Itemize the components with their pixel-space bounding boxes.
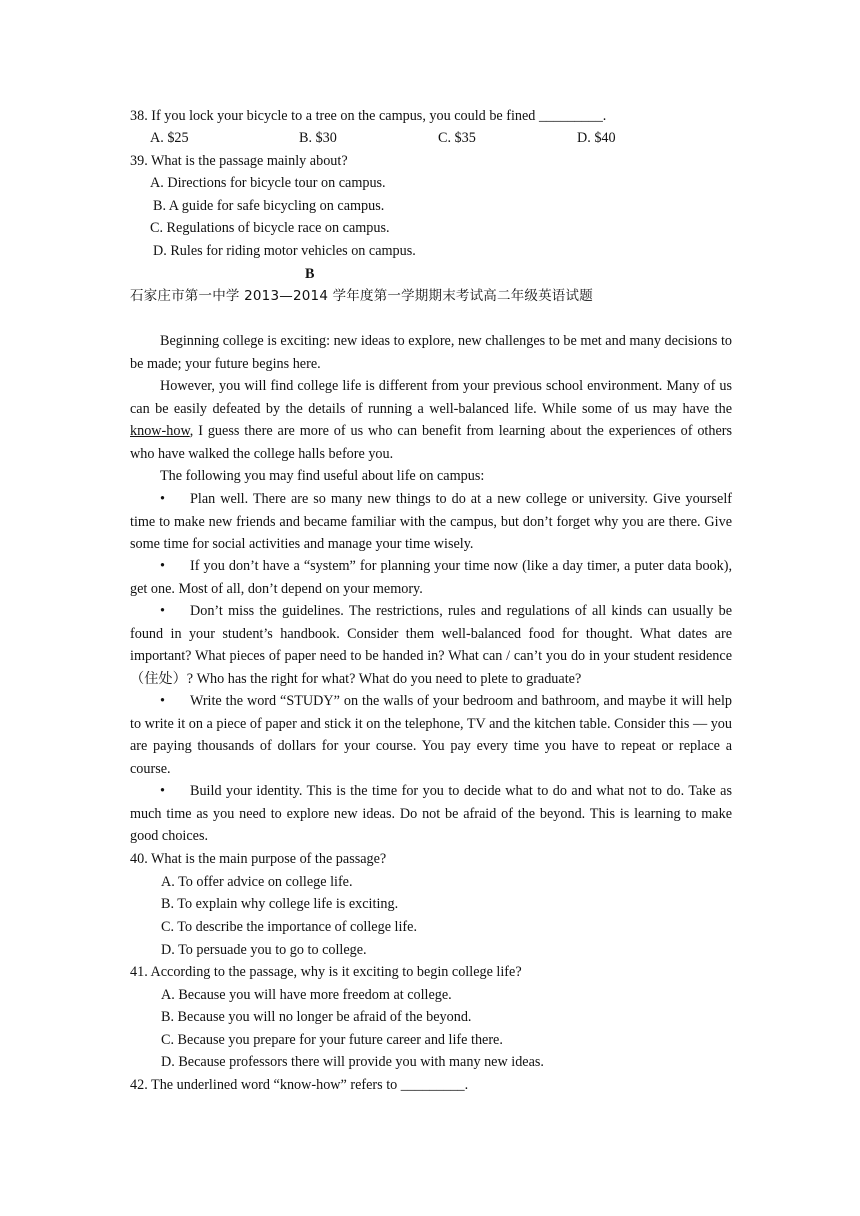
question-40-option-c: C. To describe the importance of college life. <box>161 919 417 935</box>
bullet-item-3 <box>130 600 732 690</box>
paragraph-2-text-start: However, you will find college life is different from your previous school environment. Many of us can be easily defeated by the details of running a well-balanced life. While some of us may have the <box>130 378 732 417</box>
question-38-option-a: A. $25 <box>150 130 189 146</box>
question-40-option-d: D. To persuade you to go to college. <box>161 942 367 958</box>
question-41-option-d: D. Because professors there will provide you with many new ideas. <box>161 1054 544 1070</box>
question-40-option-a: A. To offer advice on college life. <box>161 874 353 890</box>
question-38-option-c: C. $35 <box>438 130 476 146</box>
bullet-item-text: If you don’t have a “system” for planning your time now (like a day timer, a puter data book), get one. Most of all, don’t depend on your memory. <box>130 558 732 597</box>
question-41-option-c: C. Because you prepare for your future career and life there. <box>161 1032 503 1048</box>
bullet-point-icon: • <box>160 603 165 619</box>
question-40-stem: 40. What is the main purpose of the passage? <box>130 851 387 867</box>
bullet-point-icon: • <box>160 491 165 507</box>
question-39-option-c: C. Regulations of bicycle race on campus. <box>150 220 390 236</box>
passage-paragraph-1: Beginning college is exciting: new ideas to explore, new challenges to be met and many decisions to be made; your future begins here. <box>130 333 732 372</box>
bullet-item-text: Plan well. There are so many new things to do at a new college or university. Give yourself time to make new friends and became familiar with the campus, but don’t forget why you are there. Give some time for social activities and manage your time wisely. <box>130 491 732 552</box>
question-41-option-b: B. Because you will no longer be afraid of the beyond. <box>161 1009 472 1025</box>
bullet-point-icon: • <box>160 783 165 799</box>
question-41-stem: 41. According to the passage, why is it exciting to begin college life? <box>130 964 522 980</box>
bullet-item-1 <box>130 488 732 556</box>
question-39-option-a: A. Directions for bicycle tour on campus. <box>150 175 386 191</box>
bullet-item-4 <box>130 690 732 780</box>
bullet-item-5 <box>130 780 732 848</box>
question-38-stem: 38. If you lock your bicycle to a tree on the campus, you could be fined _________. <box>130 108 607 124</box>
passage-paragraph-2 <box>130 375 732 465</box>
bullet-point-icon: • <box>160 558 165 574</box>
question-42-stem: 42. The underlined word “know-how” refers to _________. <box>130 1077 469 1093</box>
bullet-point-icon: • <box>160 693 165 709</box>
section-label: B <box>305 266 315 282</box>
question-40-option-b: B. To explain why college life is exciting. <box>161 896 399 912</box>
bullet-item-text: Don’t miss the guidelines. The restrictions, rules and regulations of all kinds can usually be found in your student’s handbook. Consider them well-balanced food for thought. What dates are important? What pieces of paper need to be handed in? What can / can’t you do in your student residence（住处）? Who has the right for what? What do you need to plete to graduate? <box>130 603 732 687</box>
question-39-option-d: D. Rules for riding motor vehicles on campus. <box>153 243 416 259</box>
underlined-word-know-how: know-how <box>130 423 190 439</box>
school-exam-title: 石家庄市第一中学 2013—2014 学年度第一学期期末考试高二年级英语试题 <box>130 288 593 304</box>
question-38-option-d: D. $40 <box>577 130 616 146</box>
bullet-item-text: Build your identity. This is the time for you to decide what to do and what not to do. Take as much time as you need to explore new ideas. Do not be afraid of the beyond. This is learning to make good choices. <box>130 783 732 844</box>
question-39-stem: 39. What is the passage mainly about? <box>130 153 348 169</box>
bullet-item-2 <box>130 555 732 600</box>
paragraph-2-text-end: , I guess there are more of us who can benefit from learning about the experiences of others who have walked the college halls before you. <box>130 423 732 462</box>
question-41-option-a: A. Because you will have more freedom at college. <box>161 987 452 1003</box>
passage-paragraph-3: The following you may find useful about life on campus: <box>160 468 485 484</box>
question-38-option-b: B. $30 <box>299 130 337 146</box>
bullet-item-text: Write the word “STUDY” on the walls of your bedroom and bathroom, and maybe it will help to write it on a piece of paper and stick it on the telephone, TV and the kitchen table. Consider this — you are paying thousands of dollars for your course. You pay every time you have to repeat or replace a course. <box>130 693 732 777</box>
question-39-option-b: B. A guide for safe bicycling on campus. <box>153 198 385 214</box>
